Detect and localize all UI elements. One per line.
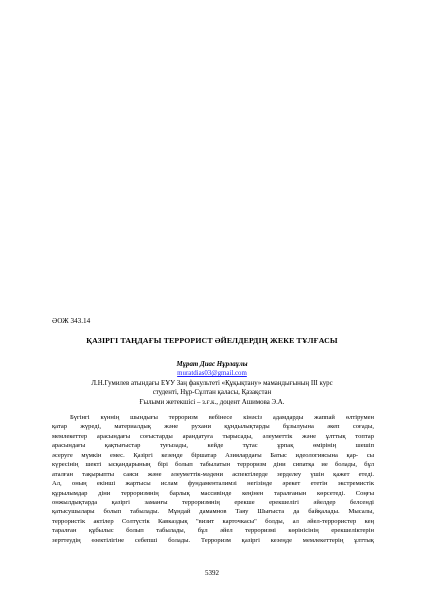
body-line: таралған құбылыс болып табылады, бұл әйел терроризмі көрінісінің ерекшеліктерін bbox=[52, 527, 374, 535]
article-title: ҚАЗІРГІ ТАҢДАҒЫ ТЕРРОРИСТ ӘЙЕЛДЕРДІҢ ЖЕКЕ ТҰЛҒАСЫ bbox=[86, 336, 338, 345]
author-block bbox=[30, 360, 394, 407]
body-line: қатысушылары болып табылады. Мұндай дамамнов Таяу Шығыста да байқалады. Мысалы, bbox=[52, 508, 374, 516]
author-email-link[interactable]: muratdias03@gmail.com bbox=[177, 370, 247, 378]
supervisor-line: Ғылыми жетекшісі – з.ғ.к., доцент Ашимова Э.А. bbox=[139, 398, 285, 406]
author-name: Мұрат Диас Нұрлаұлы bbox=[176, 361, 248, 368]
article-body bbox=[52, 413, 374, 545]
author-affiliation-line-2: студенті, Нұр-Сұлтан қаласы, Қазақстан bbox=[152, 389, 272, 397]
body-line: Ал, оның екінші жартысы ислам фундаменталимзі негізінде әрекет ететін экстремистік bbox=[52, 480, 374, 488]
body-line: күресінің шекті ысқандарының бірі болып табылатын терроризм діни сипатқа ие болады, бұл bbox=[52, 461, 374, 469]
body-line: террористік актілер Солтүстік Кавказдық "визит карточкасы" болды, ал әйел-террористер кең bbox=[52, 517, 374, 525]
body-line: зерттеудің өзектілігіне себепші болады. Терроризм қазіргі кезеңде мемлекеттерің ұлттық bbox=[52, 536, 374, 544]
author-affiliation-line-1: Л.Н.Гумилев атындағы ЕҰУ Заң факультеті «Құқықтану» мамандығының III курс bbox=[91, 379, 333, 387]
page-number: 5392 bbox=[205, 569, 219, 577]
body-line: құрылымдар діни терроризмнің барлық массивінде кеңінен таралғанын көрсетеді. Соңғы bbox=[52, 489, 374, 497]
body-line: онжылдықтарда қазіргі заманғы терроризмнің ерекше ерекшелігі әйелдер белсенді bbox=[52, 498, 374, 506]
body-line: әсеруге мүмкін емес. Қазіргі кезеңде біршатар Азиялардағы Батыс идеологиясына қар- сы bbox=[52, 451, 374, 459]
body-line: қатар жүреді, материалдық және рухани құндылықтарды бұзылуына әкеп соғады, bbox=[52, 423, 374, 431]
udc-code: ӘОЖ 343.14 bbox=[52, 317, 91, 325]
body-line: арасындағы қақтығыстар туғызады, кейде тұтас ұрпақ өмірінің шешіп bbox=[52, 442, 374, 450]
body-line: мемлекеттер арасындағы соғыстарды арандатуға тырысады, әлеуметтік және ұлттық топтар bbox=[52, 432, 374, 440]
body-line: аталған тақырыпты саяси және әлеуметтік-мәдени аспектілерде зерделеу үшін қажет етеді. bbox=[52, 470, 374, 478]
body-line: Бүгінгі күннің шындығы терроризм вебінесе кінәсіз адамдарды жаппай өлтірумен bbox=[70, 414, 374, 421]
